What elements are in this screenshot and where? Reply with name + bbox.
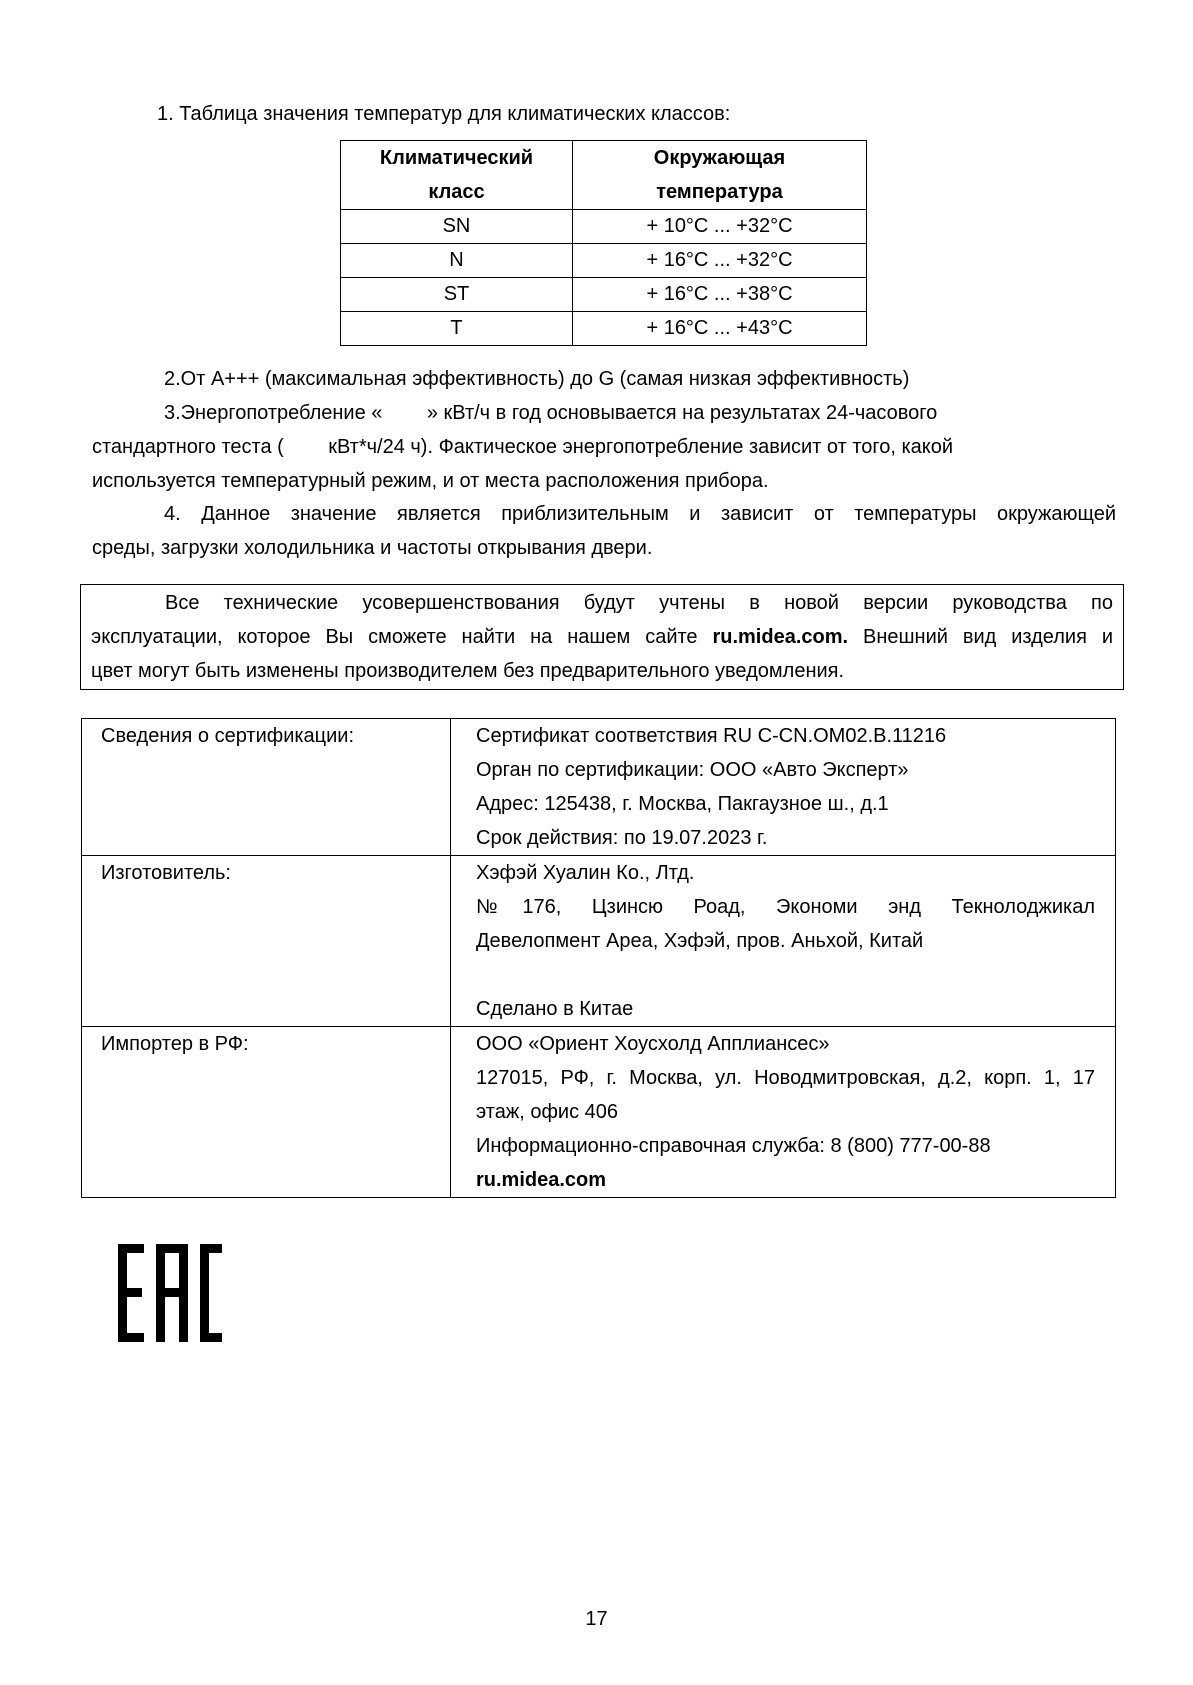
cert-row-certification bbox=[82, 719, 1116, 856]
cert-row-importer bbox=[82, 1027, 1116, 1198]
note-4-line-1: 4. Данное значение является приблизительным и зависит от температуры окружающей bbox=[164, 503, 1116, 525]
notice-line-3: цвет могут быть изменены производителем без предварительного уведомления. bbox=[91, 660, 845, 682]
cert-label: Сведения о сертификации: bbox=[82, 719, 451, 856]
note-2: 2.От А+++ (максимальная эффективность) до G (самая низкая эффективность) bbox=[164, 368, 910, 390]
cert-label: Изготовитель: bbox=[82, 856, 451, 1027]
table-row bbox=[341, 244, 867, 278]
table-row bbox=[341, 278, 867, 312]
update-notice-box bbox=[80, 584, 1124, 690]
temperature-cell: + 16°C ... +43°C bbox=[573, 312, 867, 346]
notice-line-1: Все технические усовершенствования будут учтены в новой версии руководства по bbox=[165, 592, 1113, 614]
table-row bbox=[341, 312, 867, 346]
climate-class-table bbox=[340, 140, 867, 346]
note-3-line-3: используется температурный режим, и от места расположения прибора. bbox=[92, 470, 769, 492]
table-row bbox=[341, 210, 867, 244]
climate-class-cell: N bbox=[341, 244, 573, 278]
note-3-line-1: 3.Энергопотребление « » кВт/ч в год основывается на результатах 24-часового bbox=[164, 402, 938, 424]
certification-table bbox=[81, 718, 1116, 1198]
climate-class-cell: SN bbox=[341, 210, 573, 244]
cert-value: Сертификат соответствия RU C-CN.OM02.B.11216 Орган по сертификации: ООО «Авто Эксперт» Адрес: 125438, г. Москва, Пакгаузное ш., д.1 Срок действия: по 19.07.2023 г. bbox=[451, 719, 1116, 856]
cert-row-manufacturer bbox=[82, 856, 1116, 1027]
cert-value: ООО «Ориент Хоусхолд Апплиансес» 127015, РФ, г. Москва, ул. Новодмитровская, д.2, корп. 1, 17 этаж, офис 406 Информационно-справочная служба: 8 (800) 777-00-88 ru.midea.com bbox=[451, 1027, 1116, 1198]
header-climate-class: Климатический класс bbox=[341, 141, 573, 210]
header-ambient-temperature: Окружающая температура bbox=[573, 141, 867, 210]
temperature-cell: + 16°C ... +32°C bbox=[573, 244, 867, 278]
cert-label: Импортер в РФ: bbox=[82, 1027, 451, 1198]
website-link[interactable]: ru.midea.com. bbox=[712, 626, 849, 648]
temperature-cell: + 16°C ... +38°C bbox=[573, 278, 867, 312]
eac-mark-icon bbox=[118, 1244, 222, 1348]
climate-class-cell: ST bbox=[341, 278, 573, 312]
note-4-line-2: среды, загрузки холодильника и частоты открывания двери. bbox=[92, 537, 653, 559]
page-number: 17 bbox=[585, 1608, 608, 1630]
notice-line-2: эксплуатации, которое Вы сможете найти на нашем сайте ru.midea.com. Внешний вид изделия и bbox=[91, 626, 1113, 648]
temperature-cell: + 10°C ... +32°C bbox=[573, 210, 867, 244]
website-link[interactable]: ru.midea.com bbox=[476, 1169, 607, 1191]
table-header-row bbox=[341, 141, 867, 210]
note-3-line-2: стандартного теста ( кВт*ч/24 ч). Фактическое энергопотребление зависит от того, какой bbox=[92, 436, 954, 458]
climate-class-cell: T bbox=[341, 312, 573, 346]
section-heading: 1. Таблица значения температур для климатических классов: bbox=[157, 103, 731, 125]
cert-value: Хэфэй Хуалин Ко., Лтд. №176, Цзинсю Роад, Экономи энд Текнолоджикал Девелопмент Ареа, Хэфэй, пров. Аньхой, Китай Сделано в Китае bbox=[451, 856, 1116, 1027]
